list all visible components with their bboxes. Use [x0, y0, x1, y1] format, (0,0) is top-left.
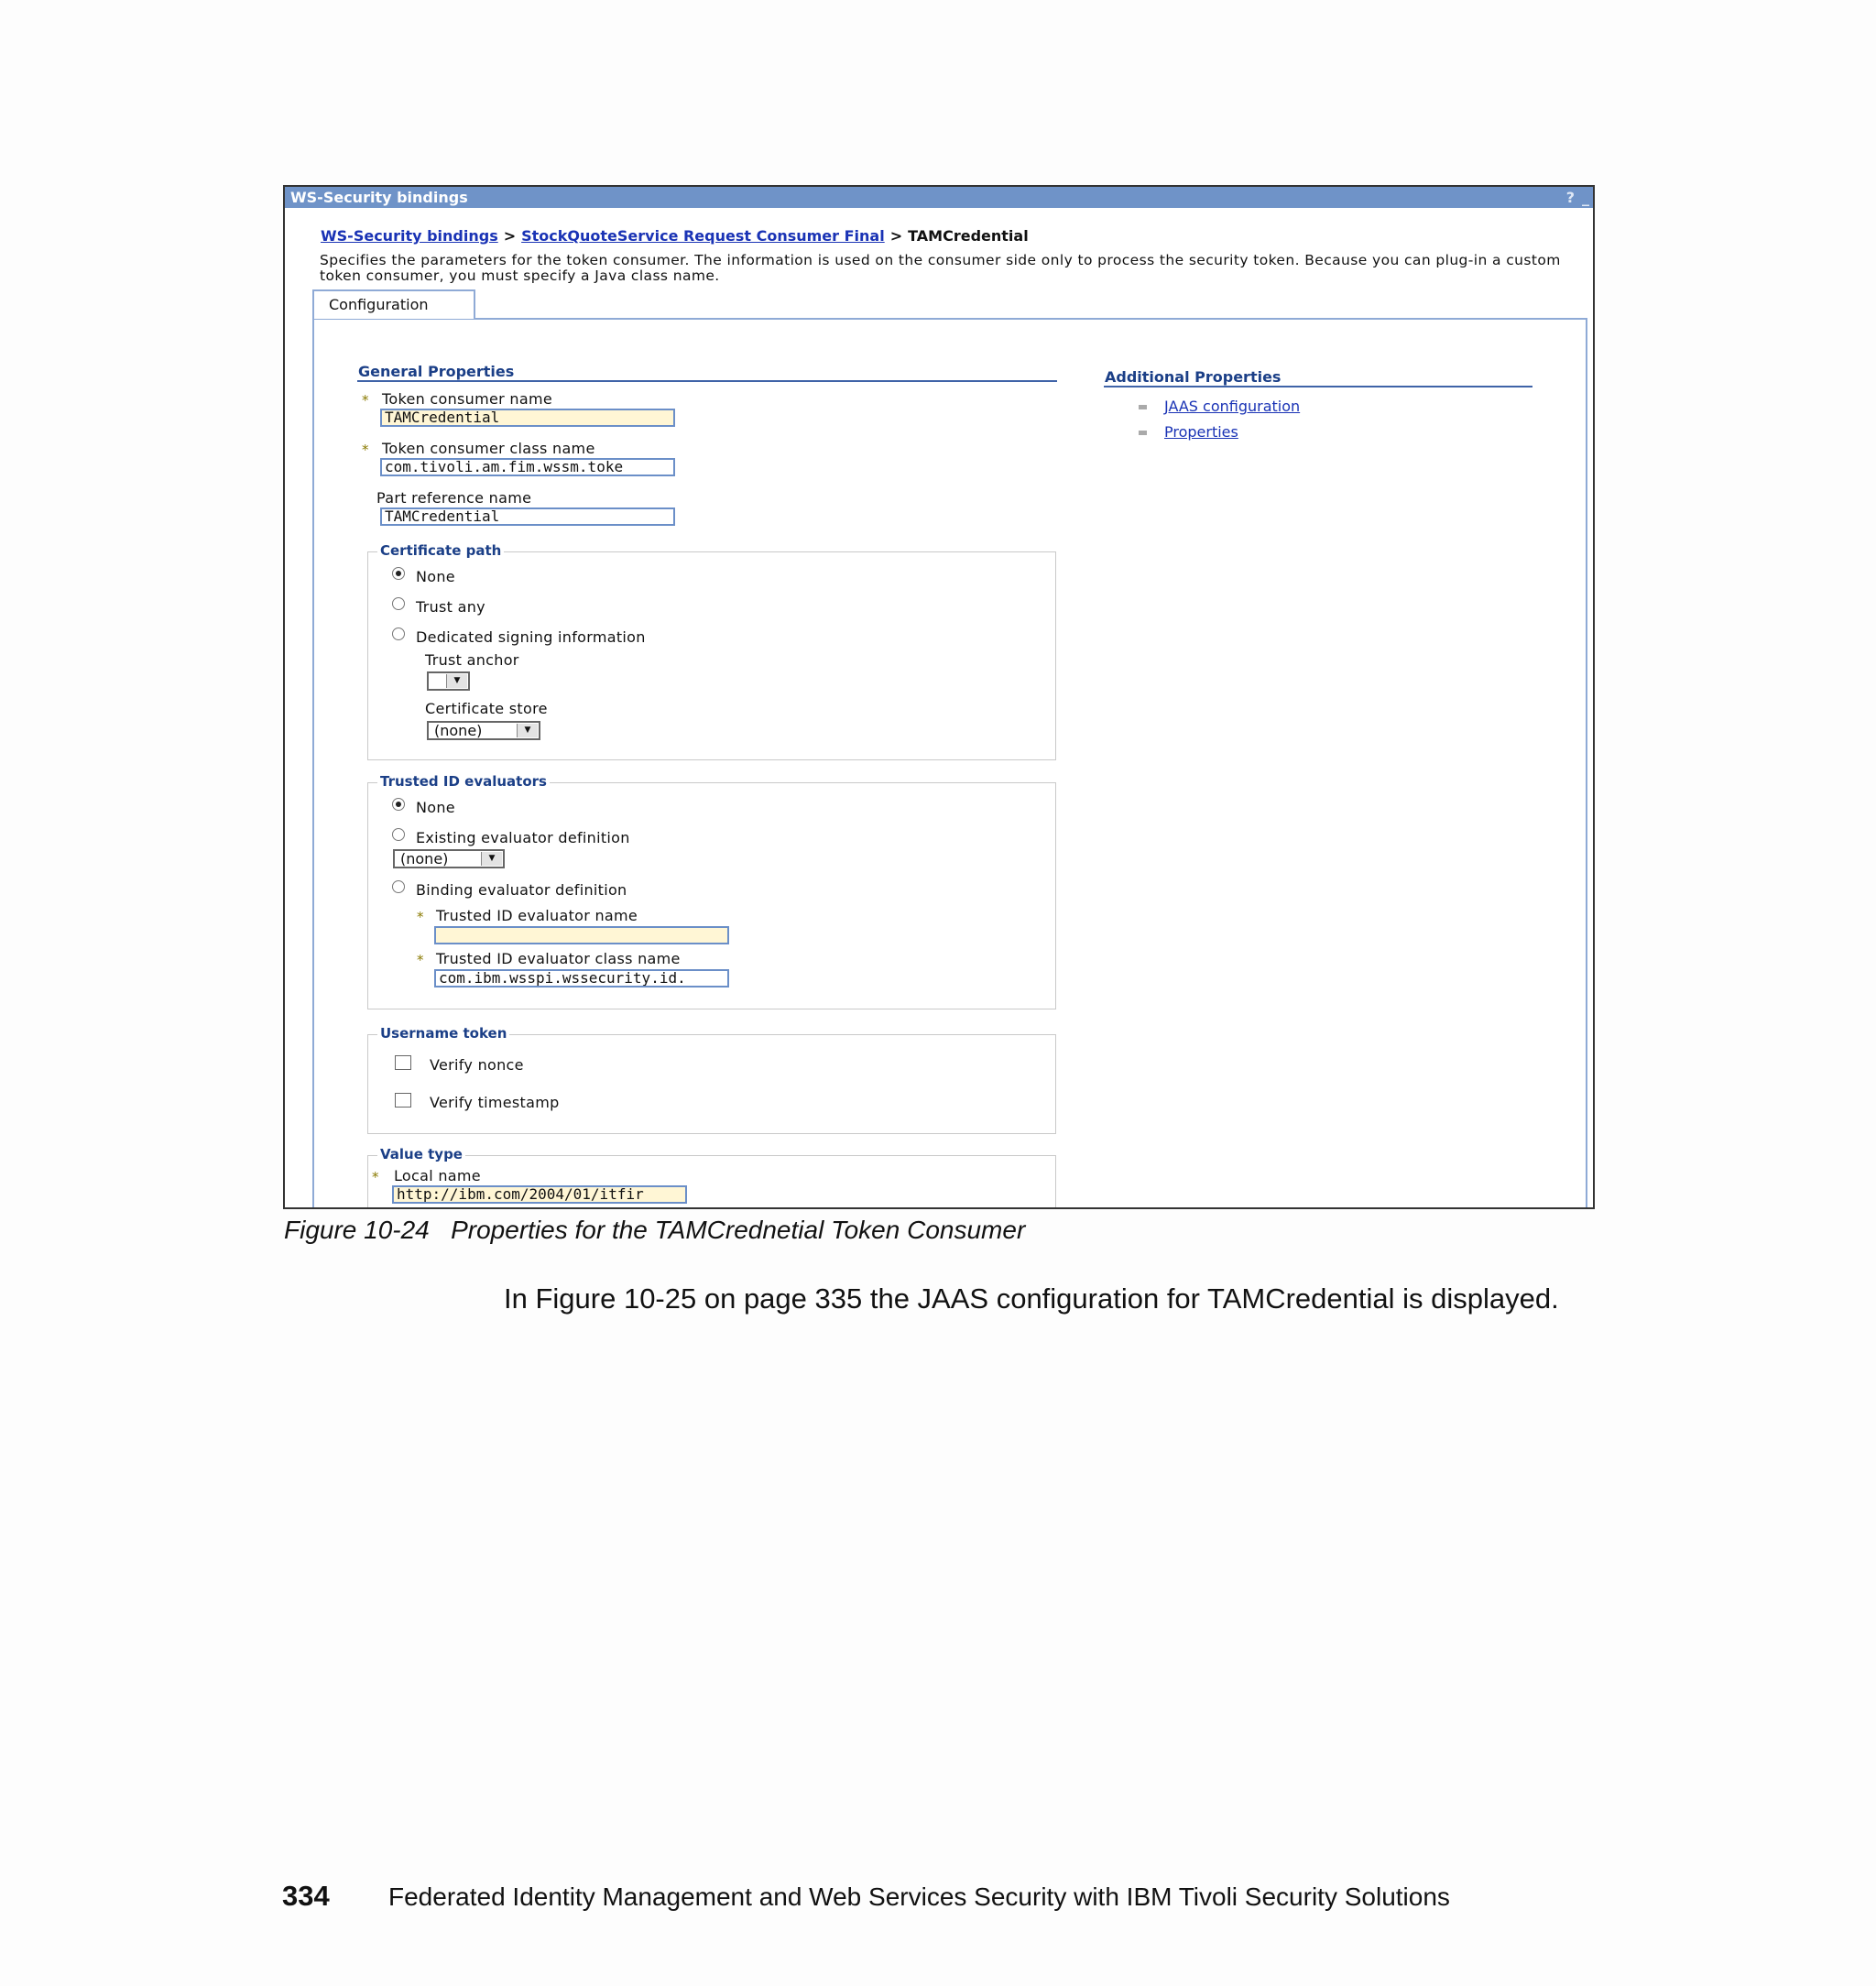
required-marker: *: [417, 952, 424, 968]
verify-nonce-checkbox[interactable]: [395, 1055, 411, 1070]
section-divider: [1104, 386, 1532, 387]
radio-trusted-existing-label: Existing evaluator definition: [416, 829, 630, 846]
breadcrumb-current: TAMCredential: [908, 227, 1029, 245]
radio-trusted-none[interactable]: [392, 798, 405, 811]
link-properties[interactable]: [1139, 423, 1238, 441]
radio-cert-dedicated[interactable]: [392, 627, 405, 640]
figure-caption: Figure 10-24 Properties for the TAMCrednetial Token Consumer: [284, 1216, 1026, 1244]
properties-link[interactable]: Properties: [1164, 423, 1238, 441]
trust-anchor-label: Trust anchor: [425, 651, 519, 669]
breadcrumb-link-ws-security-bindings[interactable]: WS-Security bindings: [321, 227, 498, 245]
radio-trusted-binding-label: Binding evaluator definition: [416, 881, 627, 899]
bullet-icon: [1139, 431, 1147, 435]
token-consumer-name-label: Token consumer name: [382, 390, 552, 408]
certificate-store-label: Certificate store: [425, 700, 548, 717]
verify-timestamp-label: Verify timestamp: [430, 1094, 560, 1111]
breadcrumb-separator: >: [889, 227, 903, 245]
breadcrumb-link-request-consumer[interactable]: StockQuoteService Request Consumer Final: [521, 227, 885, 245]
required-marker: *: [372, 1169, 379, 1185]
jaas-configuration-link[interactable]: JAAS configuration: [1164, 398, 1301, 415]
part-reference-input[interactable]: TAMCredential: [380, 507, 675, 526]
trusted-id-legend: Trusted ID evaluators: [377, 773, 550, 790]
local-name-input[interactable]: http://ibm.com/2004/01/itfir: [392, 1185, 687, 1204]
trusted-id-name-input[interactable]: [434, 926, 729, 944]
chevron-down-icon: ▼: [446, 674, 467, 688]
bullet-icon: [1139, 405, 1147, 409]
link-jaas-configuration[interactable]: [1139, 398, 1300, 415]
help-icon[interactable]: ?: [1565, 189, 1575, 206]
required-marker: *: [362, 392, 369, 409]
book-title: Federated Identity Management and Web Services Security with IBM Tivoli Security Solutions: [388, 1882, 1450, 1911]
section-divider: [357, 380, 1057, 382]
radio-cert-trust-any-label: Trust any: [416, 598, 485, 616]
general-properties-heading: General Properties: [358, 363, 515, 380]
certificate-store-select[interactable]: [427, 721, 540, 740]
existing-evaluator-value: (none): [400, 850, 449, 868]
certificate-path-legend: Certificate path: [377, 542, 504, 559]
breadcrumb-separator: >: [503, 227, 517, 245]
chevron-down-icon: ▼: [481, 852, 502, 866]
minimize-icon[interactable]: _: [1582, 189, 1589, 206]
local-name-label: Local name: [394, 1167, 481, 1184]
radio-cert-none-label: None: [416, 568, 455, 585]
trust-anchor-select[interactable]: [427, 671, 470, 691]
radio-cert-trust-any[interactable]: [392, 597, 405, 610]
token-consumer-class-input[interactable]: com.tivoli.am.fim.wssm.toke: [380, 458, 675, 476]
required-marker: *: [417, 909, 424, 925]
token-consumer-name-input[interactable]: TAMCredential: [380, 409, 675, 427]
body-paragraph: In Figure 10-25 on page 335 the JAAS configuration for TAMCredential is displayed.: [504, 1282, 1559, 1315]
token-consumer-class-label: Token consumer class name: [382, 440, 595, 457]
username-token-legend: Username token: [377, 1025, 509, 1042]
page-description: Specifies the parameters for the token consumer. The information is used on the consumer side only to process the security token. Because you can plug-in a custom token consumer, you must specify a Java class name.: [320, 252, 1561, 284]
chevron-down-icon: ▼: [517, 724, 538, 737]
window-title: WS-Security bindings: [290, 189, 468, 206]
verify-timestamp-checkbox[interactable]: [395, 1093, 411, 1108]
radio-trusted-none-label: None: [416, 799, 455, 816]
window-titlebar: [285, 187, 1593, 208]
trusted-id-name-label: Trusted ID evaluator name: [436, 907, 638, 924]
certificate-store-value: (none): [434, 722, 483, 739]
radio-trusted-binding[interactable]: [392, 880, 405, 893]
radio-cert-none[interactable]: [392, 567, 405, 580]
verify-nonce-label: Verify nonce: [430, 1056, 524, 1074]
username-token-group: [367, 1034, 1056, 1134]
additional-properties-heading: Additional Properties: [1105, 368, 1282, 386]
radio-cert-dedicated-label: Dedicated signing information: [416, 628, 646, 646]
trusted-id-class-label: Trusted ID evaluator class name: [436, 950, 681, 967]
part-reference-label: Part reference name: [376, 489, 532, 507]
radio-trusted-existing[interactable]: [392, 828, 405, 841]
screenshot-window: [283, 185, 1595, 1209]
page-number: 334: [282, 1880, 330, 1912]
breadcrumb: [321, 227, 1029, 245]
tab-configuration[interactable]: Configuration: [312, 289, 475, 319]
trusted-id-class-input[interactable]: com.ibm.wsspi.wssecurity.id.: [434, 969, 729, 988]
existing-evaluator-select[interactable]: [393, 849, 505, 868]
required-marker: *: [362, 442, 369, 458]
value-type-legend: Value type: [377, 1146, 465, 1162]
